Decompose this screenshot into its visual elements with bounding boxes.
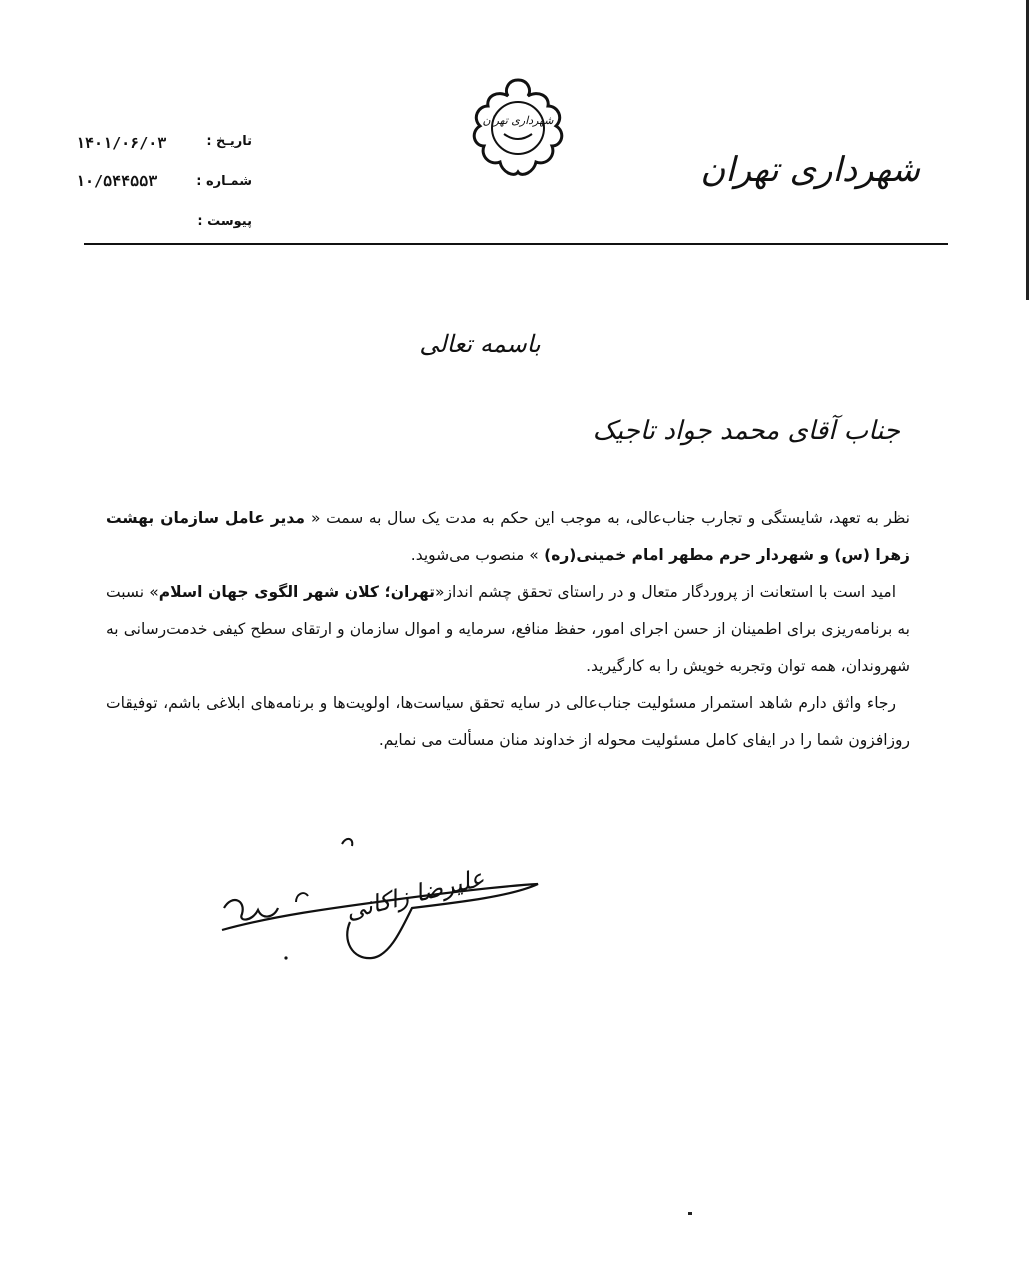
scan-speck — [688, 1212, 692, 1215]
appointment-position: مدیر عامل سازمان بهشت زهرا (س) و شهردار حرم مطهر امام خمینی(ره) — [106, 509, 910, 564]
hope-intro: امید است با استعانت از پروردگار متعال و در راستای تحقق چشم انداز« — [435, 583, 896, 601]
basmala: باسمه تعالی — [419, 330, 541, 358]
appointment-intro: نظر به تعهد، شایستگی و تجارب جناب‌عالی، به موجب این حکم به مدت یک سال به سمت « — [311, 509, 910, 527]
number-value: ۱۰/۵۴۴۵۵۳ — [76, 172, 158, 190]
emblem-text: شهرداری تهران — [482, 114, 554, 127]
header-divider — [84, 243, 948, 245]
scan-edge — [1026, 0, 1029, 300]
hope-outro: » نسبت به برنامه‌ریزی برای اطمینان از حسن اجرای امور، حفظ منافع، سرمایه و اموال سازمان و ارتقای سطح کیفی خدمت‌رسانی به شهروندان، همه توان وتجربه خویش را به کارگیرید. — [106, 583, 910, 675]
date-label: تاریـخ : — [206, 134, 252, 149]
signature — [212, 830, 552, 970]
tehran-municipality-emblem-icon — [458, 74, 578, 184]
number-label: شمـاره : — [196, 174, 252, 189]
addressee: جناب آقای محمد جواد تاجیک — [592, 416, 900, 446]
letter-body — [106, 500, 910, 759]
signatory-name: علیرضا زاکانی — [342, 863, 488, 925]
paragraph-closing — [106, 685, 910, 759]
appointment-outro: » منصوب می‌شوید. — [410, 546, 539, 564]
paragraph-appointment — [106, 500, 910, 574]
paragraph-hope — [106, 574, 910, 685]
brand-title: شهرداری تهران — [700, 150, 920, 190]
closing-text: رجاء واثق دارم شاهد استمرار مسئولیت جناب‌عالی در سایه تحقق سیاست‌ها، اولویت‌ها و برنامه‌های ابلاغی باشم، توفیقات روزافزون شما را در ایفای کامل مسئولیت محوله از خداوند منان مسألت می نمایم. — [106, 694, 910, 749]
vision-statement: تهران؛ کلان شهر الگوی جهان اسلام — [158, 583, 436, 601]
date-value: ۱۴۰۱/۰۶/۰۳ — [76, 134, 167, 152]
attachment-label: پیوست : — [197, 214, 252, 229]
